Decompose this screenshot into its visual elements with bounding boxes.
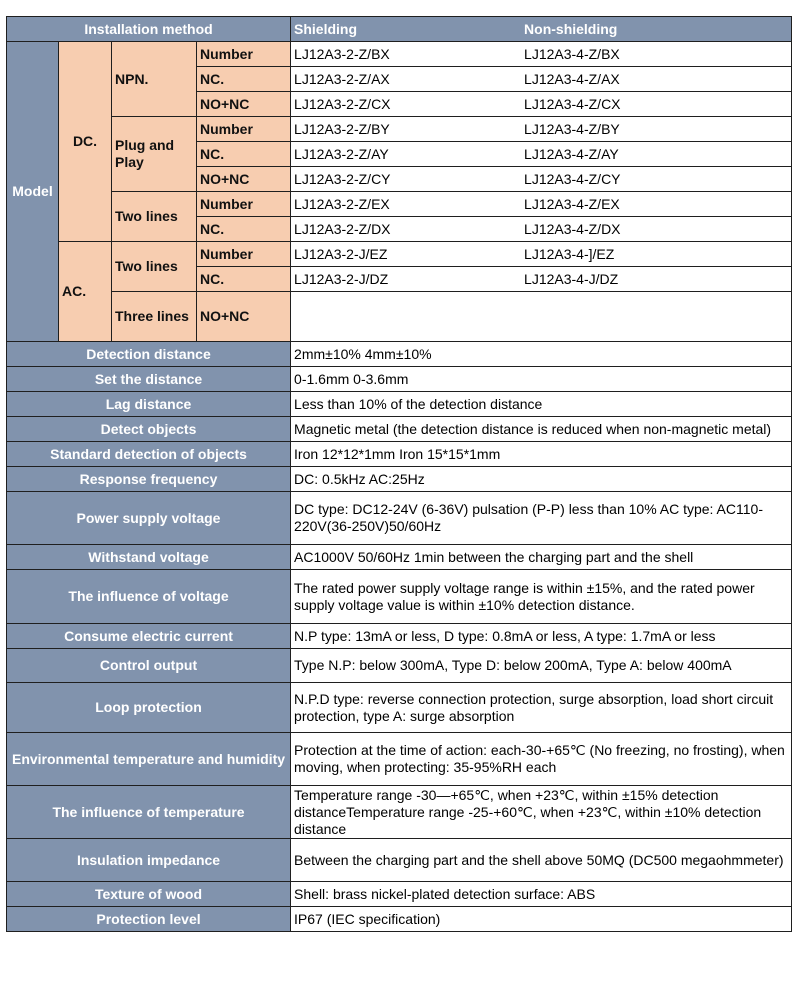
type-cell: Number <box>197 117 291 142</box>
spec-label: Lag distance <box>7 392 291 417</box>
model-values <box>291 167 792 192</box>
spec-row <box>7 392 792 417</box>
model-values <box>291 242 792 267</box>
type-cell: NO+NC <box>197 167 291 192</box>
shielding-model: LJ12A3-2-J/DZ <box>294 270 389 287</box>
type-cell: NC. <box>197 142 291 167</box>
table-row <box>7 292 792 317</box>
spec-value: AC1000V 50/60Hz 1min between the charging part and the shell <box>291 545 792 570</box>
shielding-model: LJ12A3-2-Z/AY <box>294 145 389 162</box>
spec-row <box>7 786 792 839</box>
spec-value: Iron 12*12*1mm Iron 15*15*1mm <box>291 442 792 467</box>
spec-row <box>7 367 792 392</box>
spec-label: Texture of wood <box>7 882 291 907</box>
spec-value: DC: 0.5kHz AC:25Hz <box>291 467 792 492</box>
type-cell: NC. <box>197 67 291 92</box>
non-shielding-model: LJ12A3-4-Z/EX <box>524 195 620 212</box>
header-row <box>7 17 792 42</box>
npn-label: NPN. <box>112 42 197 117</box>
spec-value: Less than 10% of the detection distance <box>291 392 792 417</box>
spec-value: The rated power supply voltage range is within ±15%, and the rated power supply voltage value is within ±10% detection distance. <box>291 570 792 624</box>
spec-label: Detection distance <box>7 342 291 367</box>
spec-value: Temperature range -30—+65℃, when +23℃, within ±15% detection distanceTemperature range -25-+60℃, when +23℃, within ±10% detection distance <box>291 786 792 839</box>
table-row <box>7 42 792 67</box>
type-cell: NC. <box>197 267 291 292</box>
table-row <box>7 117 792 142</box>
non-shielding-model: LJ12A3-4-Z/BX <box>524 45 620 62</box>
model-values <box>291 142 792 167</box>
spec-row <box>7 467 792 492</box>
model-label: Model <box>7 42 59 342</box>
ac-two-lines-label: Two lines <box>112 242 197 292</box>
dc-label: DC. <box>59 42 112 242</box>
dc-two-lines-label: Two lines <box>112 192 197 242</box>
shielding-model: LJ12A3-2-Z/BY <box>294 120 390 137</box>
spec-value: Type N.P: below 300mA, Type D: below 200mA, Type A: below 400mA <box>291 649 792 683</box>
spec-row <box>7 683 792 733</box>
spec-label: Protection level <box>7 907 291 932</box>
spec-row <box>7 492 792 545</box>
spec-label: Set the distance <box>7 367 291 392</box>
non-shielding-model: LJ12A3-4-Z/BY <box>524 120 620 137</box>
spec-value: DC type: DC12-24V (6-36V) pulsation (P-P) less than 10% AC type: AC110-220V(36-250V)50/60Hz <box>291 492 792 545</box>
spec-row <box>7 907 792 932</box>
plug-and-play-label: Plug and Play <box>112 117 197 192</box>
non-shielding-model: LJ12A3-4-Z/CY <box>524 170 621 187</box>
model-values <box>291 67 792 92</box>
spec-label: Loop protection <box>7 683 291 733</box>
spec-row <box>7 882 792 907</box>
type-cell: Number <box>197 242 291 267</box>
spec-label: Control output <box>7 649 291 683</box>
model-values-empty <box>291 292 792 342</box>
shielding-model: LJ12A3-2-Z/AX <box>294 70 390 87</box>
spec-row <box>7 545 792 570</box>
spec-value: N.P type: 13mA or less, D type: 0.8mA or less, A type: 1.7mA or less <box>291 624 792 649</box>
spec-label: Detect objects <box>7 417 291 442</box>
model-values <box>291 267 792 292</box>
model-values <box>291 92 792 117</box>
shielding-model: LJ12A3-2-J/EZ <box>294 245 388 262</box>
table-row <box>7 192 792 217</box>
type-cell: NO+NC <box>197 92 291 117</box>
spec-label: The influence of voltage <box>7 570 291 624</box>
header-non-shielding: Non-shielding <box>524 20 618 37</box>
spec-row <box>7 649 792 683</box>
non-shielding-model: LJ12A3-4-Z/AX <box>524 70 620 87</box>
spec-value: 0-1.6mm 0-3.6mm <box>291 367 792 392</box>
non-shielding-model: LJ12A3-4-Z/AY <box>524 145 619 162</box>
spec-value: Between the charging part and the shell above 50MQ (DC500 megaohmmeter) <box>291 839 792 882</box>
model-values <box>291 192 792 217</box>
shielding-model: LJ12A3-2-Z/CX <box>294 95 391 112</box>
spec-row <box>7 442 792 467</box>
non-shielding-model: LJ12A3-4-Z/DX <box>524 220 621 237</box>
spec-value: Shell: brass nickel-plated detection surface: ABS <box>291 882 792 907</box>
type-cell: NO+NC <box>197 292 291 342</box>
non-shielding-model: LJ12A3-4-Z/CX <box>524 95 621 112</box>
spec-row <box>7 624 792 649</box>
header-shielding: Shielding <box>294 20 358 37</box>
spec-value: Protection at the time of action: each-30-+65℃ (No freezing, no frosting), when moving, when protecting: 35-95%RH each <box>291 733 792 786</box>
spec-table <box>6 16 792 932</box>
spec-label: The influence of temperature <box>7 786 291 839</box>
spec-label: Consume electric current <box>7 624 291 649</box>
shielding-model: LJ12A3-2-Z/EX <box>294 195 390 212</box>
shielding-model: LJ12A3-2-Z/BX <box>294 45 390 62</box>
model-values <box>291 42 792 67</box>
spec-value: IP67 (IEC specification) <box>291 907 792 932</box>
spec-label: Response frequency <box>7 467 291 492</box>
non-shielding-model: LJ12A3-4-]/EZ <box>524 245 615 262</box>
spec-row <box>7 733 792 786</box>
spec-row <box>7 570 792 624</box>
table-row <box>7 242 792 267</box>
spec-row <box>7 839 792 882</box>
spec-row <box>7 417 792 442</box>
spec-value: Magnetic metal (the detection distance is reduced when non-magnetic metal) <box>291 417 792 442</box>
model-values <box>291 117 792 142</box>
shielding-model: LJ12A3-2-Z/CY <box>294 170 391 187</box>
spec-label: Environmental temperature and humidity <box>7 733 291 786</box>
header-shielding-cols <box>291 17 792 42</box>
type-cell: Number <box>197 192 291 217</box>
shielding-model: LJ12A3-2-Z/DX <box>294 220 391 237</box>
ac-three-lines-label: Three lines <box>112 292 197 342</box>
type-cell: Number <box>197 42 291 67</box>
model-values <box>291 217 792 242</box>
spec-value: 2mm±10% 4mm±10% <box>291 342 792 367</box>
spec-label: Power supply voltage <box>7 492 291 545</box>
non-shielding-model: LJ12A3-4-J/DZ <box>524 270 619 287</box>
spec-row <box>7 342 792 367</box>
type-cell: NC. <box>197 217 291 242</box>
header-installation-method: Installation method <box>7 17 291 42</box>
spec-label: Insulation impedance <box>7 839 291 882</box>
spec-label: Standard detection of objects <box>7 442 291 467</box>
spec-value: N.P.D type: reverse connection protection, surge absorption, load short circuit protection, type A: surge absorption <box>291 683 792 733</box>
ac-label: AC. <box>59 242 112 342</box>
spec-label: Withstand voltage <box>7 545 291 570</box>
